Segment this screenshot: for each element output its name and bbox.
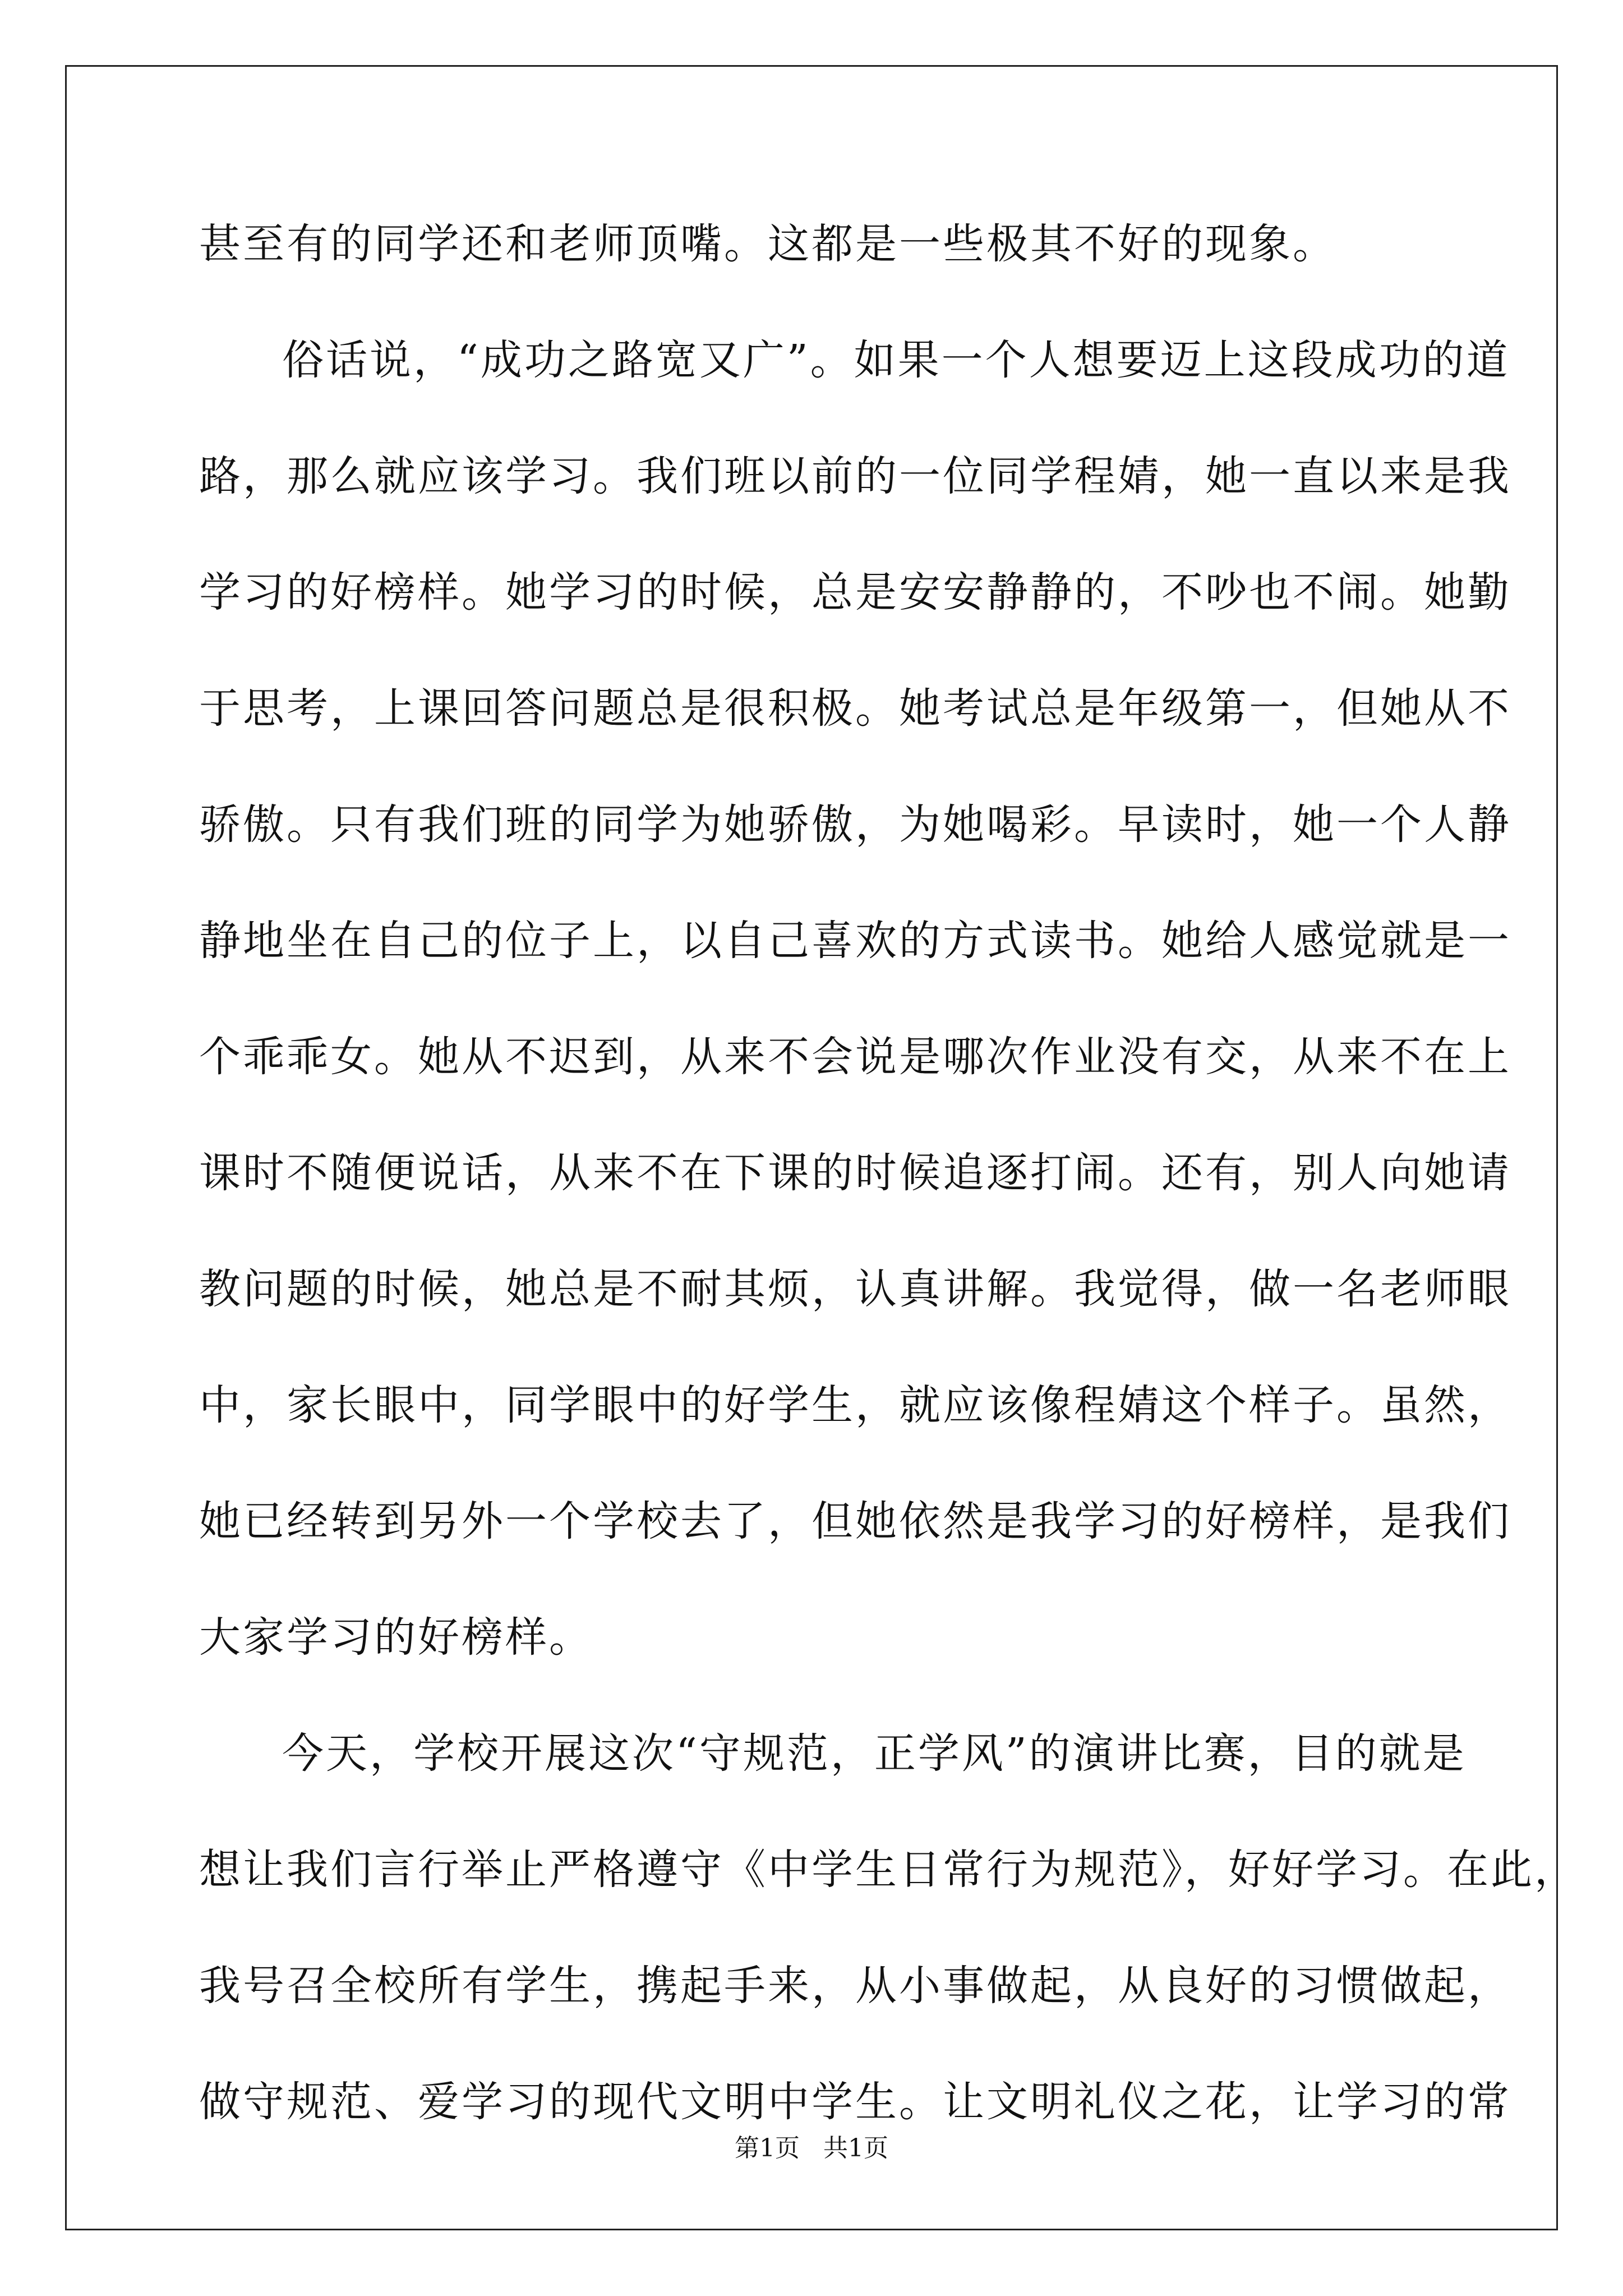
- text-line: 今天，学校开展这次“守规范，正学风”的演讲比赛，目的就是: [282, 1729, 1467, 1778]
- text-line: 大家学习的好榜样。: [199, 1613, 593, 1662]
- page-total-label: 共1页: [823, 2134, 888, 2162]
- text-line: 于思考，上课回答问题总是很积极。她考试总是年级第一，但她从不: [199, 684, 1511, 733]
- document-body: [199, 213, 1578, 2187]
- text-line: 路，那么就应该学习。我们班以前的一位同学程婧，她一直以来是我: [199, 452, 1511, 500]
- text-line: 甚至有的同学还和老师顶嘴。这都是一些极其不好的现象。: [199, 220, 1336, 268]
- text-line: 中，家长眼中，同学眼中的好学生，就应该像程婧这个样子。虽然，: [199, 1381, 1511, 1429]
- text-line: 做守规范、爱学习的现代文明中学生。让文明礼仪之花，让学习的常: [199, 2078, 1511, 2126]
- text-line: 静地坐在自己的位子上，以自己喜欢的方式读书。她给人感觉就是一: [199, 917, 1511, 965]
- text-line: 学习的好榜样。她学习的时候，总是安安静静的，不吵也不闹。她勤: [199, 568, 1511, 616]
- page-footer: [0, 2132, 1623, 2165]
- text-line: 想让我们言行举止严格遵守《中学生日常行为规范》，好好学习。在此，: [199, 1846, 1578, 1894]
- text-line: 骄傲。只有我们班的同学为她骄傲，为她喝彩。早读时，她一个人静: [199, 800, 1511, 849]
- text-line: 课时不随便说话，从来不在下课的时候追逐打闹。还有，别人向她请: [199, 1149, 1511, 1197]
- page-number-label: 第1页: [735, 2134, 800, 2162]
- text-line: 教问题的时候，她总是不耐其烦，认真讲解。我觉得，做一名老师眼: [199, 1265, 1511, 1313]
- text-line: 俗话说，“成功之路宽又广”。如果一个人想要迈上这段成功的道: [282, 336, 1510, 384]
- text-line: 她已经转到另外一个学校去了，但她依然是我学习的好榜样，是我们: [199, 1497, 1511, 1545]
- text-line: 我号召全校所有学生，携起手来，从小事做起，从良好的习惯做起，: [199, 1962, 1511, 2010]
- text-line: 个乖乖女。她从不迟到，从来不会说是哪次作业没有交，从来不在上: [199, 1033, 1511, 1081]
